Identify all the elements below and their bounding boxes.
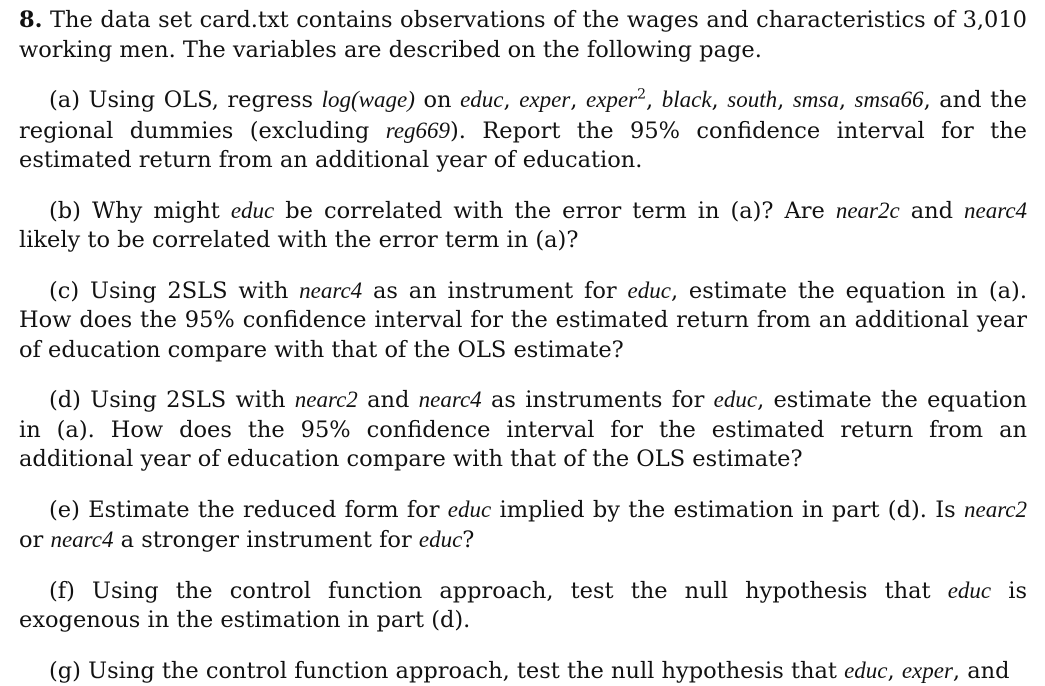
part-d-text: Using 2SLS with [90, 387, 285, 413]
math-south: south [727, 87, 777, 112]
math-educ: educ [419, 527, 462, 552]
part-b-label: (b) [49, 198, 81, 224]
part-c-text: Using 2SLS with [90, 278, 288, 304]
part-g-label: (g) [49, 658, 81, 684]
part-a-text: , [503, 87, 510, 113]
part-a-text: on [423, 87, 451, 113]
part-b-text: Why might [92, 198, 220, 224]
math-log-wage: log(wage) [322, 87, 415, 112]
math-exper: exper [519, 87, 570, 112]
part-b-text: be correlated with the error term in (a)? Are [285, 198, 825, 224]
part-a-text: ). Report the 95% confidence interval for the estimated return from an additional year of education. [19, 118, 1027, 174]
part-c-text: as an instrument for [373, 278, 617, 304]
part-a [19, 85, 1027, 176]
part-a-text: , [646, 87, 653, 113]
math-nearc4: nearc4 [419, 387, 482, 412]
math-educ: educ [231, 198, 274, 223]
problem-intro [19, 6, 1027, 65]
part-a-text: , [570, 87, 577, 113]
part-g-text: , [888, 658, 895, 684]
math-nearc2: nearc2 [295, 387, 358, 412]
part-e-text: ? [462, 527, 474, 553]
math-superscript-2: 2 [637, 87, 646, 103]
part-e-text: or [19, 527, 43, 553]
part-c-text: , estimate the equation in (a). How does the 95% confidence interval for the estimated return from an additional year of education compare with that of the OLS estimate? [19, 278, 1027, 363]
part-a-text: , [777, 87, 784, 113]
part-g-text: Using the control function approach, test the null hypothesis that [88, 658, 837, 684]
math-smsa66: smsa66 [855, 87, 924, 112]
part-a-text: Using OLS, regress [89, 87, 314, 113]
part-c [19, 276, 1027, 366]
part-d-label: (d) [49, 387, 81, 413]
part-a-text: , [839, 87, 846, 113]
part-c-label: (c) [49, 278, 79, 304]
problem-intro-text: The data set card.txt contains observations of the wages and characteristics of 3,010 working men. The variables are described on the following page. [19, 7, 1027, 63]
part-d-text: as instruments for [491, 387, 704, 413]
math-smsa: smsa [793, 87, 839, 112]
part-f-text: is exogenous in the estimation in part (d). [19, 578, 1027, 634]
part-d-text: and [367, 387, 409, 413]
math-educ: educ [714, 387, 757, 412]
math-nearc4: nearc4 [964, 198, 1027, 223]
problem-number: 8. [19, 7, 43, 33]
part-b-text: and [911, 198, 953, 224]
math-educ: educ [948, 578, 991, 603]
part-g [19, 656, 1027, 686]
math-nearc4: nearc4 [299, 278, 362, 303]
math-educ: educ [844, 658, 887, 683]
part-e [19, 495, 1027, 556]
part-f-text: Using the control function approach, test the null hypothesis that [92, 578, 931, 604]
part-a-text: , and the regional dummies (excluding [19, 87, 1027, 144]
math-educ: educ [448, 497, 491, 522]
math-educ: educ [460, 87, 503, 112]
math-black: black [662, 87, 712, 112]
math-exper-squared: exper [586, 87, 637, 112]
part-e-text: a stronger instrument for [121, 527, 412, 553]
part-g-text: , and [953, 658, 1010, 684]
problem-page [19, 6, 1027, 686]
part-e-label: (e) [49, 497, 80, 523]
part-b-text: likely to be correlated with the error term in (a)? [19, 227, 578, 253]
math-educ: educ [628, 278, 671, 303]
part-d-text: , estimate the equation in (a). How does the 95% confidence interval for the estimated return from an additional year of education compare with that of the OLS estimate? [19, 387, 1027, 472]
part-f [19, 576, 1027, 636]
math-nearc4: nearc4 [50, 527, 113, 552]
part-d [19, 385, 1027, 475]
part-f-label: (f) [49, 578, 75, 604]
part-a-text: , [712, 87, 719, 113]
part-b [19, 196, 1027, 256]
part-e-text: implied by the estimation in part (d). Is [500, 497, 956, 523]
math-nearc2: nearc2 [964, 497, 1027, 522]
math-near2c: near2c [836, 198, 900, 223]
math-reg669: reg669 [386, 118, 450, 143]
part-e-text: Estimate the reduced form for [88, 497, 439, 523]
part-a-label: (a) [49, 87, 80, 113]
math-exper: exper [902, 658, 953, 683]
